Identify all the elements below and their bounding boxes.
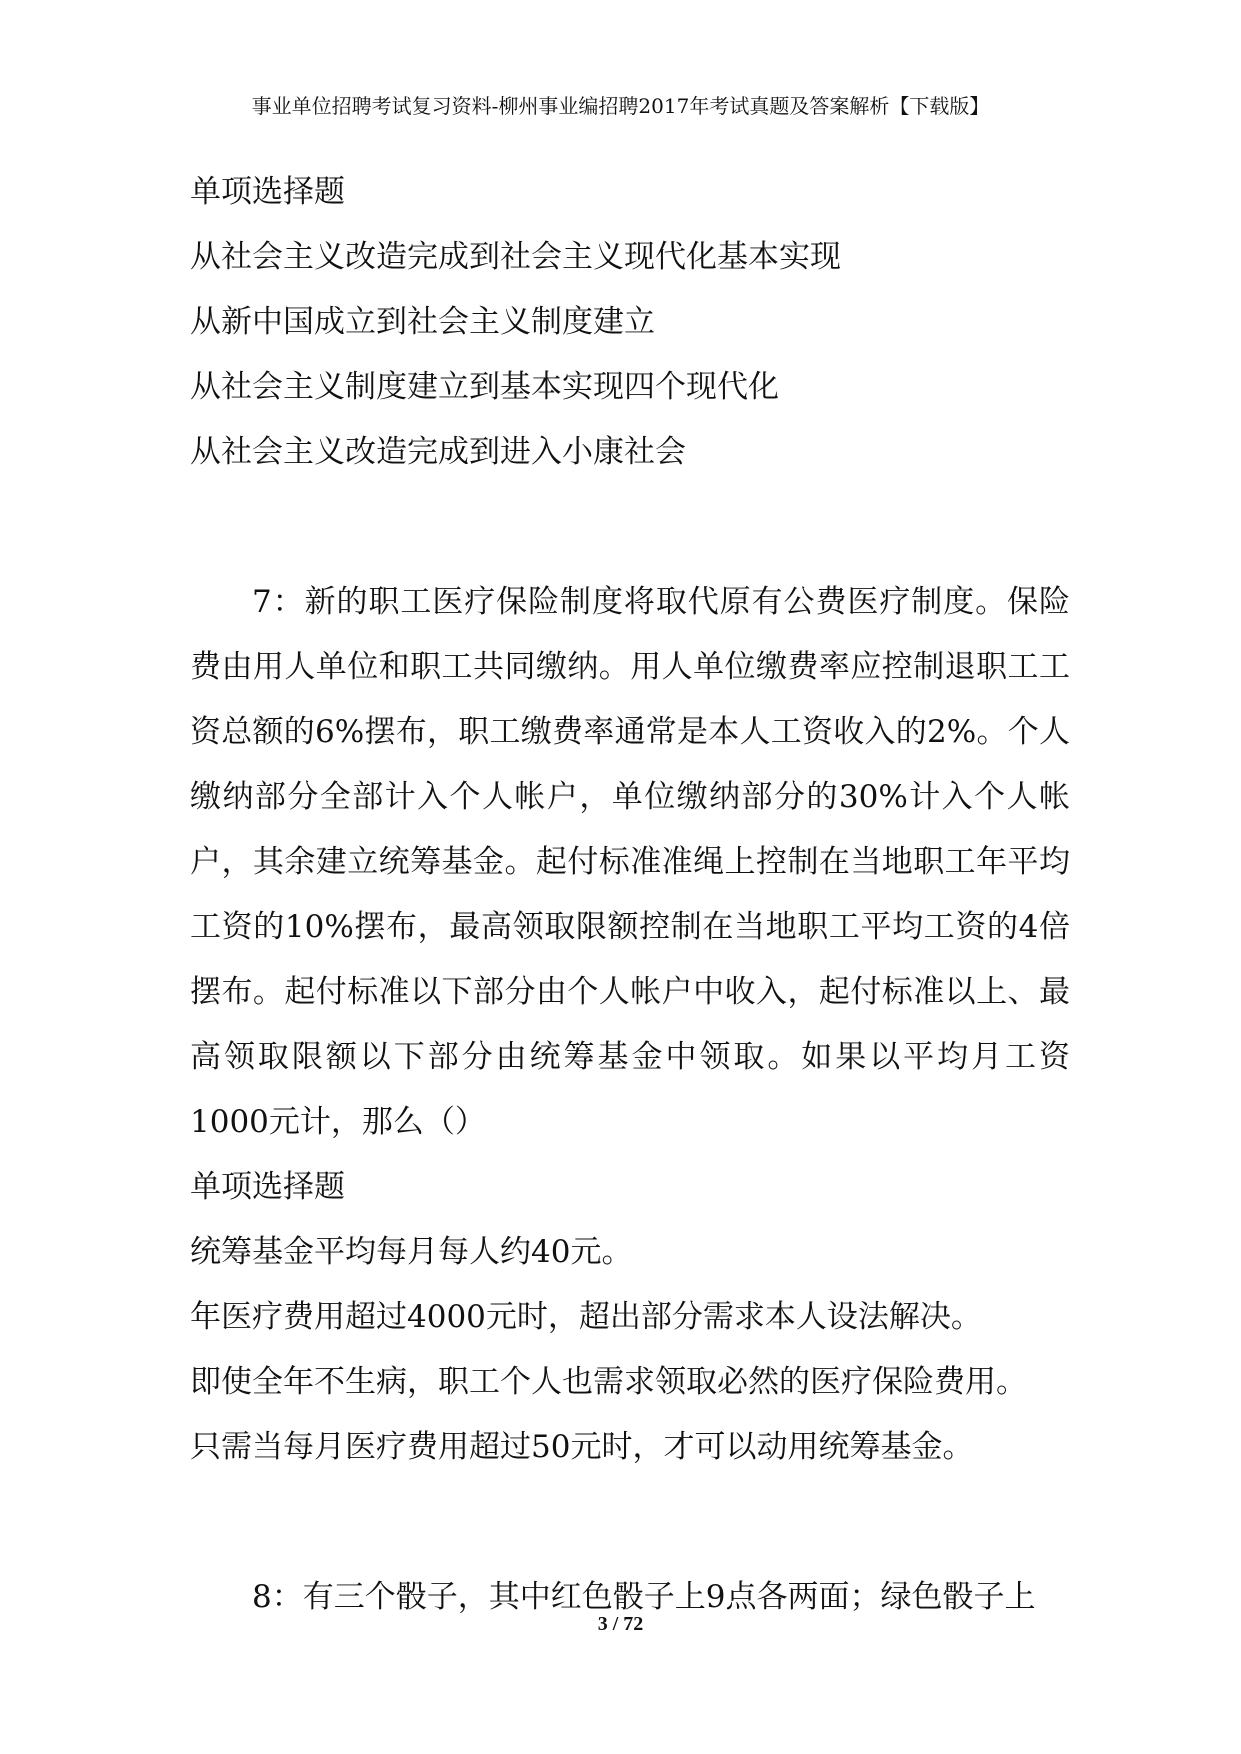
option-b: 从新中国成立到社会主义制度建立: [190, 304, 655, 340]
option-d: 只需当每月医疗费用超过50元时，才可以动用统筹基金。: [190, 1429, 974, 1465]
option-c: 从社会主义制度建立到基本实现四个现代化: [190, 369, 779, 405]
option-b: 年医疗费用超过4000元时，超出部分需求本人设法解决。: [190, 1299, 982, 1335]
spacer: [190, 1480, 1070, 1565]
spacer: [190, 485, 1070, 570]
option-d: 从社会主义改造完成到进入小康社会: [190, 434, 686, 470]
page-header: 事业单位招聘考试复习资料-柳州事业编招聘2017年考试真题及答案解析【下载版】: [251, 94, 990, 118]
question-7-text: 7：新的职工医疗保险制度将取代原有公费医疗制度。保险费由用人单位和职工共同缴纳。用人单位缴费率应控制退职工工资总额的6%摆布，职工缴费率通常是本人工资收入的2%。个人缴纳部分全部计入个人帐户，单位缴纳部分的30%计入个人帐户，其余建立统筹基金。起付标准准绳上控制在当地职工年平均工资的10%摆布，最高领取限额控制在当地职工平均工资的4倍摆布。起付标准以下部分由个人帐户中收入，起付标准以上、最高领取限额以下部分由统筹基金中领取。如果以平均月工资1000元计，那么（）: [190, 584, 1070, 1140]
option-a: 从社会主义改造完成到社会主义现代化基本实现: [190, 239, 841, 275]
page-content: [190, 160, 1070, 1630]
option-c: 即使全年不生病，职工个人也需求领取必然的医疗保险费用。: [190, 1364, 1027, 1400]
question-type-label: 单项选择题: [190, 1169, 345, 1205]
page-number: 3 / 72: [597, 1613, 644, 1635]
question-8-text: 8：有三个骰子，其中红色骰子上9点各两面；绿色骰子上: [252, 1579, 1036, 1615]
question-type-label: 单项选择题: [190, 174, 345, 210]
option-a: 统筹基金平均每月每人约40元。: [190, 1234, 633, 1270]
